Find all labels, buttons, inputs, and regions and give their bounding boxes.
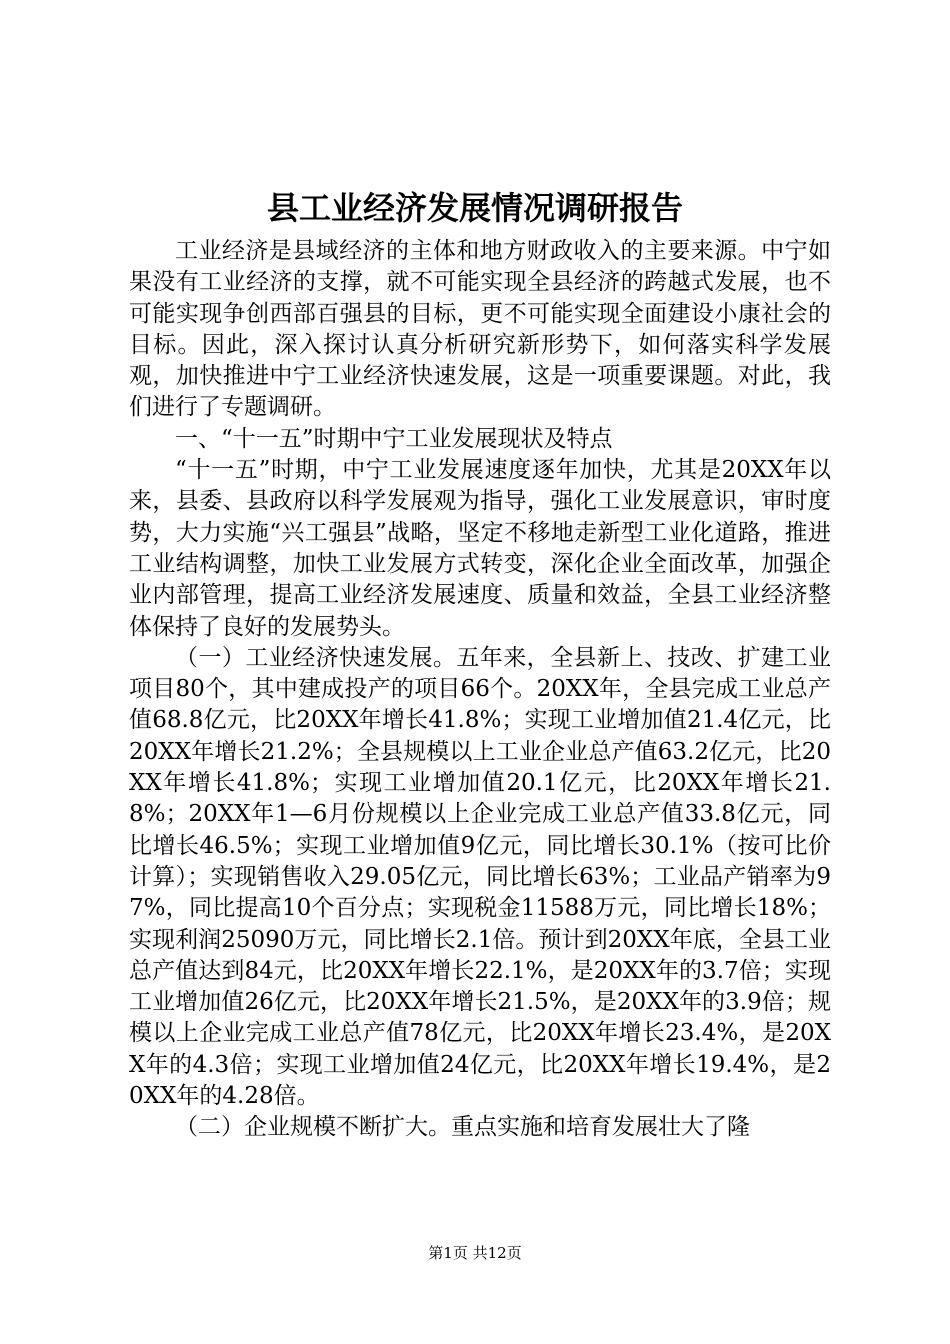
document-title: 县工业经济发展情况调研报告 <box>266 189 683 227</box>
paragraph-enterprise-scale: （二）企业规模不断扩大。重点实施和培育发展壮大了隆 <box>175 1114 750 1141</box>
paragraph-overview: “十一五”时期，中宁工业发展速度逐年加快，尤其是20XX年以来，县委、县政府以科学发展观为指导，强化工业发展意识，审时度势，大力实施“兴工强县”战略，坚定不移地走新型工业化道路，推进工业结构调整，加快工业发展方式转变，深化企业全面改革，加强企业内部管理，提高工业经济发展速度、质量和效益，全县工业经济整体保持了良好的发展势头。 <box>129 457 831 640</box>
paragraph-intro: 工业经济是县域经济的主体和地方财政收入的主要来源。中宁如果没有工业经济的支撑，就不可能实现全县经济的跨越式发展，也不可能实现争创西部百强县的目标，更不可能实现全面建设小康社会的目标。因此，深入探讨认真分析研究新形势下，如何落实科学发展观，加快推进中宁工业经济快速发展，这是一项重要课题。对此，我们进行了专题调研。 <box>129 238 831 421</box>
page-footer: 第1页 共12页 <box>428 1244 522 1262</box>
paragraph-economic-growth: （一）工业经济快速发展。五年来，全县新上、技改、扩建工业项目80个，其中建成投产的项目66个。20XX年，全县完成工业总产值68.8亿元，比20XX年增长41.8%；实现工业增加值21.4亿元，比20XX年增长21.2%；全县规模以上工业企业总产值63.2亿元，比20XX年增长41.8%；实现工业增加值20.1亿元，比20XX年增长21.8%；20XX年1—6月份规模以上企业完成工业总产值33.8亿元，同比增长46.5%；实现工业增加值9亿元，同比增长30.1%（按可比价计算）；实现销售收入29.05亿元，同比增长63%；工业品产销率为97%，同比提高10个百分点；实现税金11588万元，同比增长18%；实现利润25090万元，同比增长2.1倍。预计到20XX年底，全县工业总产值达到84元，比20XX年增长22.1%，是20XX年的3.7倍；实现工业增加值26亿元，比20XX年增长21.5%，是20XX年的3.9倍；规模以上企业完成工业总产值78亿元，比20XX年增长23.4%，是20XX年的4.3倍；实现工业增加值24亿元，比20XX年增长19.4%，是20XX年的4.28倍。 <box>129 644 831 1110</box>
document-body <box>129 236 831 1144</box>
section-heading-1: 一、“十一五”时期中宁工业发展现状及特点 <box>175 425 613 452</box>
